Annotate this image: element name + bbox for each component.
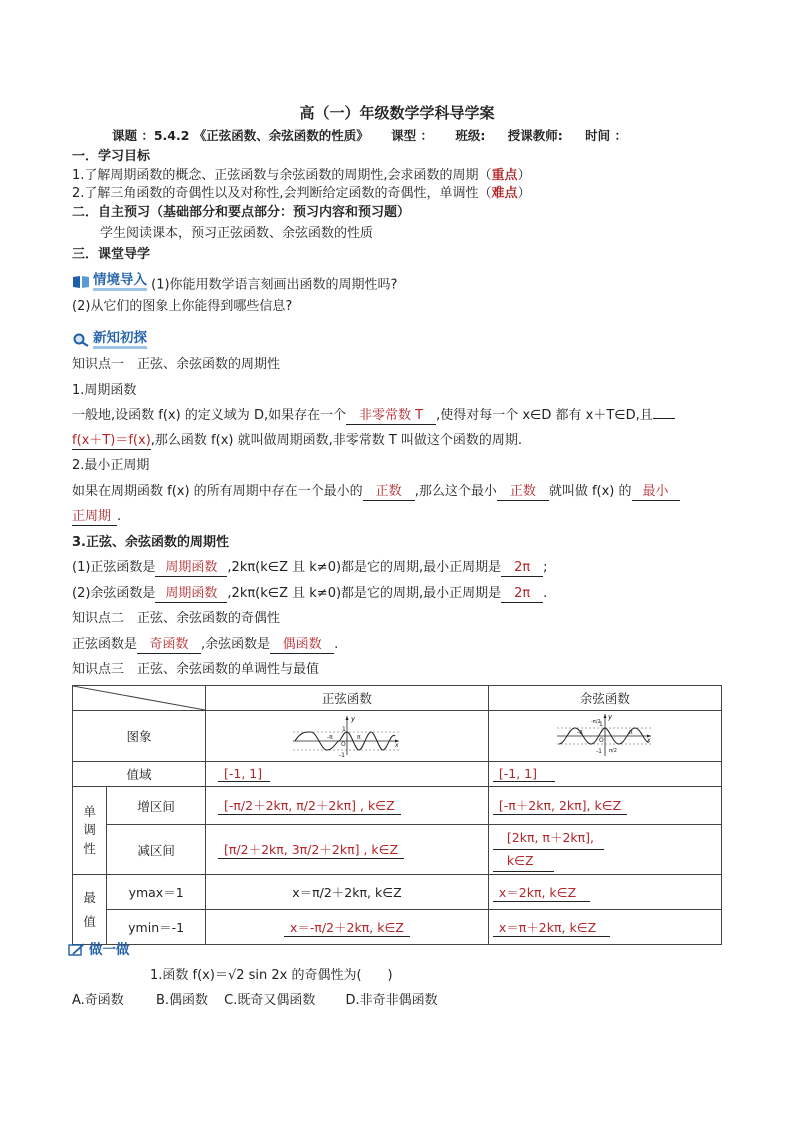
- s2a: (2)余弦函数是: [72, 586, 156, 601]
- table-corner: [73, 686, 206, 711]
- blank-even: 偶函数: [270, 637, 334, 654]
- blank-nonzero-T: 非零常数 T: [346, 408, 436, 425]
- ext-label-1: 最: [83, 889, 96, 905]
- goal-2-close: ）: [517, 186, 531, 201]
- question-2: (2)从它们的图象上你能得到哪些信息?: [72, 299, 293, 314]
- kp1-para1-line1: [72, 408, 675, 425]
- sin-x-label: x: [394, 741, 399, 749]
- sin-range: [-1, 1]: [218, 766, 270, 782]
- topic-label: 课题 ：5.4.2 《正弦函数、余弦函数的性质》: [112, 128, 369, 143]
- intro-tag: [72, 272, 147, 291]
- blank-min-period-a: 最小: [632, 484, 680, 501]
- col-cos-header: 余弦函数: [488, 686, 721, 711]
- row-range-label: 值域: [73, 762, 206, 787]
- mono-label-3: 性: [83, 840, 96, 856]
- row-ymin-label: ymin＝-1: [107, 910, 206, 945]
- row-inc-label: 增区间: [107, 787, 206, 825]
- kp1-sub1: 1.周期函数: [72, 383, 137, 398]
- intro-line: [72, 272, 397, 293]
- cos-inc: [-π＋2kπ, 2kπ], k∈Z: [493, 796, 627, 815]
- p1a: 一般地,设函数 f(x) 的定义域为 D,如果存在一个: [72, 408, 347, 423]
- cos-range-cell: [488, 762, 721, 787]
- kp1-para2-line2: [72, 509, 121, 526]
- cos-graph: [555, 712, 655, 758]
- goal-2-text: 2.了解三角函数的奇偶性以及对称性,会判断给定函数的奇偶性，单调性（: [72, 186, 492, 201]
- p2c: 就叫做 f(x) 的: [548, 484, 632, 499]
- blank-period-def: f(x＋T)＝f(x): [72, 433, 151, 448]
- cos-x-label: x: [646, 736, 651, 744]
- lesson-info-bar: [112, 128, 645, 143]
- blank-positive-2: 正数: [497, 484, 549, 501]
- page-title: 高（一）年级数学学科导学案: [299, 104, 495, 122]
- kp2-heading: 知识点二 正弦、余弦函数的奇偶性: [72, 611, 281, 626]
- sin-min: x＝-π/2＋2kπ, k∈Z: [284, 918, 410, 937]
- intro-tag-label: 情境导入: [93, 272, 147, 291]
- mono-label-1: 单: [83, 804, 96, 820]
- kp1-heading: 知识点一 正弦、余弦函数的周期性: [72, 357, 281, 372]
- sin-range-cell: [206, 762, 489, 787]
- exercise-tag-inner: [68, 942, 130, 958]
- ext-label: [73, 875, 107, 945]
- cos-min: x＝π＋2kπ, k∈Z: [493, 918, 610, 937]
- blank-positive-1: 正数: [363, 484, 415, 501]
- cos-min-cell: [488, 910, 721, 945]
- sin-dec: [π/2＋2kπ, 3π/2＋2kπ] , k∈Z: [218, 840, 404, 859]
- goal-2: [72, 186, 531, 202]
- sin-graph-cell: [206, 711, 489, 762]
- cos-dec-2: k∈Z: [493, 850, 554, 872]
- sin-period-line: [72, 560, 548, 577]
- kp2-line: [72, 637, 338, 654]
- option-b[interactable]: B.偶函数: [155, 993, 209, 1008]
- exercise-tag: [68, 942, 130, 962]
- new-knowledge-tag: [72, 330, 147, 349]
- pencil-note-icon: [68, 943, 86, 957]
- new-knowledge-label: 新知初探: [93, 330, 147, 349]
- s1a: (1)正弦函数是: [72, 560, 156, 575]
- s2c: .: [543, 586, 548, 601]
- p1c: ,那么函数 f(x) 就叫做周期函数,非零常数 T 叫做这个函数的周期.: [150, 433, 523, 448]
- goal-1-mark: 重点: [491, 168, 518, 183]
- section-2-heading: 二．自主预习（基础部分和要点部分：预习内容和预习题）: [72, 205, 411, 220]
- kp2a: 正弦函数是: [72, 637, 138, 652]
- cos-pi-label: π: [628, 728, 633, 736]
- question-1: (1)你能用数学语言刻画出函数的周期性吗?: [151, 277, 398, 293]
- s1b: ,2kπ(k∈Z 且 k≠0)都是它的周期,最小正周期是: [227, 560, 502, 575]
- goal-1: [72, 168, 531, 184]
- goal-2-mark: 难点: [491, 186, 518, 201]
- cos-neg-half-pi-label: -π/2: [590, 718, 601, 725]
- sin-inc-cell: [206, 787, 489, 825]
- exercise-options: [72, 993, 438, 1009]
- cos-dec-cell: [488, 825, 721, 875]
- section-3-heading: 三．课堂导学: [72, 247, 151, 262]
- sin-min-cell: [206, 910, 489, 945]
- cos-max: x＝2kπ, k∈Z: [493, 883, 590, 902]
- type-label: 课型 ：: [391, 128, 434, 143]
- properties-table: [72, 685, 722, 945]
- col-sin-header: 正弦函数: [206, 686, 489, 711]
- sin-1-label: 1: [341, 725, 346, 733]
- kp1-para1-line2: [72, 433, 522, 450]
- blank-min-period-b: 正周期: [72, 509, 117, 526]
- goal-1-text: 1.了解周期函数的概念、正弦函数与余弦函数的周期性,会求函数的周期（: [72, 168, 492, 183]
- new-knowledge-line: [72, 330, 147, 351]
- sin-origin-label: O: [340, 740, 346, 748]
- option-c[interactable]: C.既奇又偶函数: [224, 993, 316, 1008]
- cos-y-label: y: [607, 712, 613, 721]
- section-2-body: 学生阅读课本，预习正弦函数、余弦函数的性质: [100, 226, 374, 241]
- mono-label-2: 调: [83, 822, 96, 838]
- kp1-para2-line1: [72, 484, 680, 501]
- option-a[interactable]: A.奇函数: [72, 993, 124, 1008]
- sin-max-cell: x＝π/2＋2kπ, k∈Z: [206, 875, 489, 910]
- s1c: ;: [543, 560, 548, 575]
- cos-origin-label: O: [598, 736, 604, 744]
- cos-neg1-label: -1: [595, 747, 602, 755]
- cos-period-line: [72, 586, 547, 603]
- blank-sin-2pi: 2π: [501, 560, 543, 577]
- kp2c: .: [334, 637, 339, 652]
- blank-sin-periodic: 周期函数: [155, 560, 227, 577]
- cos-range: [-1, 1]: [493, 766, 555, 782]
- row-dec-label: 减区间: [107, 825, 206, 875]
- kp1-sub3: 3.正弦、余弦函数的周期性: [72, 535, 229, 550]
- p1b: ,使得对每一个 x∈D 都有 x＋T∈D,且: [436, 408, 653, 423]
- class-label: 班级:: [455, 128, 486, 143]
- cos-negpi-label: -π: [576, 728, 583, 736]
- cos-max-cell: [488, 875, 721, 910]
- exercise-question: 1.函数 f(x)＝√2 sin 2x 的奇偶性为( ): [150, 968, 393, 983]
- magnifier-icon: [72, 333, 90, 347]
- goal-1-close: ）: [517, 168, 531, 183]
- cos-1-label: 1: [598, 720, 603, 728]
- p2d: .: [117, 509, 122, 524]
- row-graph-label: 图象: [73, 711, 206, 762]
- p2b: ,那么这个最小: [414, 484, 497, 499]
- cos-half-pi-label: π/2: [608, 747, 617, 754]
- cos-inc-cell: [488, 787, 721, 825]
- sin-negpi-label: -π: [326, 733, 333, 741]
- cos-graph-cell: [488, 711, 721, 762]
- kp2b: ,余弦函数是: [201, 637, 271, 652]
- sin-y-label: y: [350, 714, 356, 723]
- exercise-tag-label: 做一做: [89, 942, 130, 958]
- row-ymax-label: ymax＝1: [107, 875, 206, 910]
- blank-cos-periodic: 周期函数: [155, 586, 227, 603]
- s2b: ,2kπ(k∈Z 且 k≠0)都是它的周期,最小正周期是: [227, 586, 502, 601]
- option-d[interactable]: D.非奇非偶函数: [345, 993, 438, 1008]
- diagonal-line: [73, 686, 205, 710]
- sin-neg1-label: -1: [338, 751, 345, 757]
- ext-label-2: 值: [83, 913, 96, 929]
- kp1-sub2: 2.最小正周期: [72, 458, 150, 473]
- sin-graph: [291, 713, 403, 757]
- blank-trailing: [653, 418, 675, 419]
- kp3-heading: 知识点三 正弦、余弦函数的单调性与最值: [72, 662, 320, 677]
- p2a: 如果在周期函数 f(x) 的所有周期中存在一个最小的: [72, 484, 363, 499]
- blank-odd: 奇函数: [137, 637, 201, 654]
- blank-cos-2pi: 2π: [501, 586, 543, 603]
- time-label: 时间 ：: [585, 128, 627, 143]
- book-icon: [72, 275, 90, 289]
- section-1-heading: 一．学习目标: [72, 149, 151, 164]
- sin-dec-cell: [206, 825, 489, 875]
- sin-pi-label: π: [356, 733, 361, 741]
- sin-inc: [-π/2＋2kπ, π/2＋2kπ] , k∈Z: [218, 796, 401, 815]
- cos-dec-1: [2kπ, π＋2kπ],: [493, 827, 604, 849]
- teacher-label: 授课教师:: [507, 128, 563, 143]
- mono-label: [73, 787, 107, 875]
